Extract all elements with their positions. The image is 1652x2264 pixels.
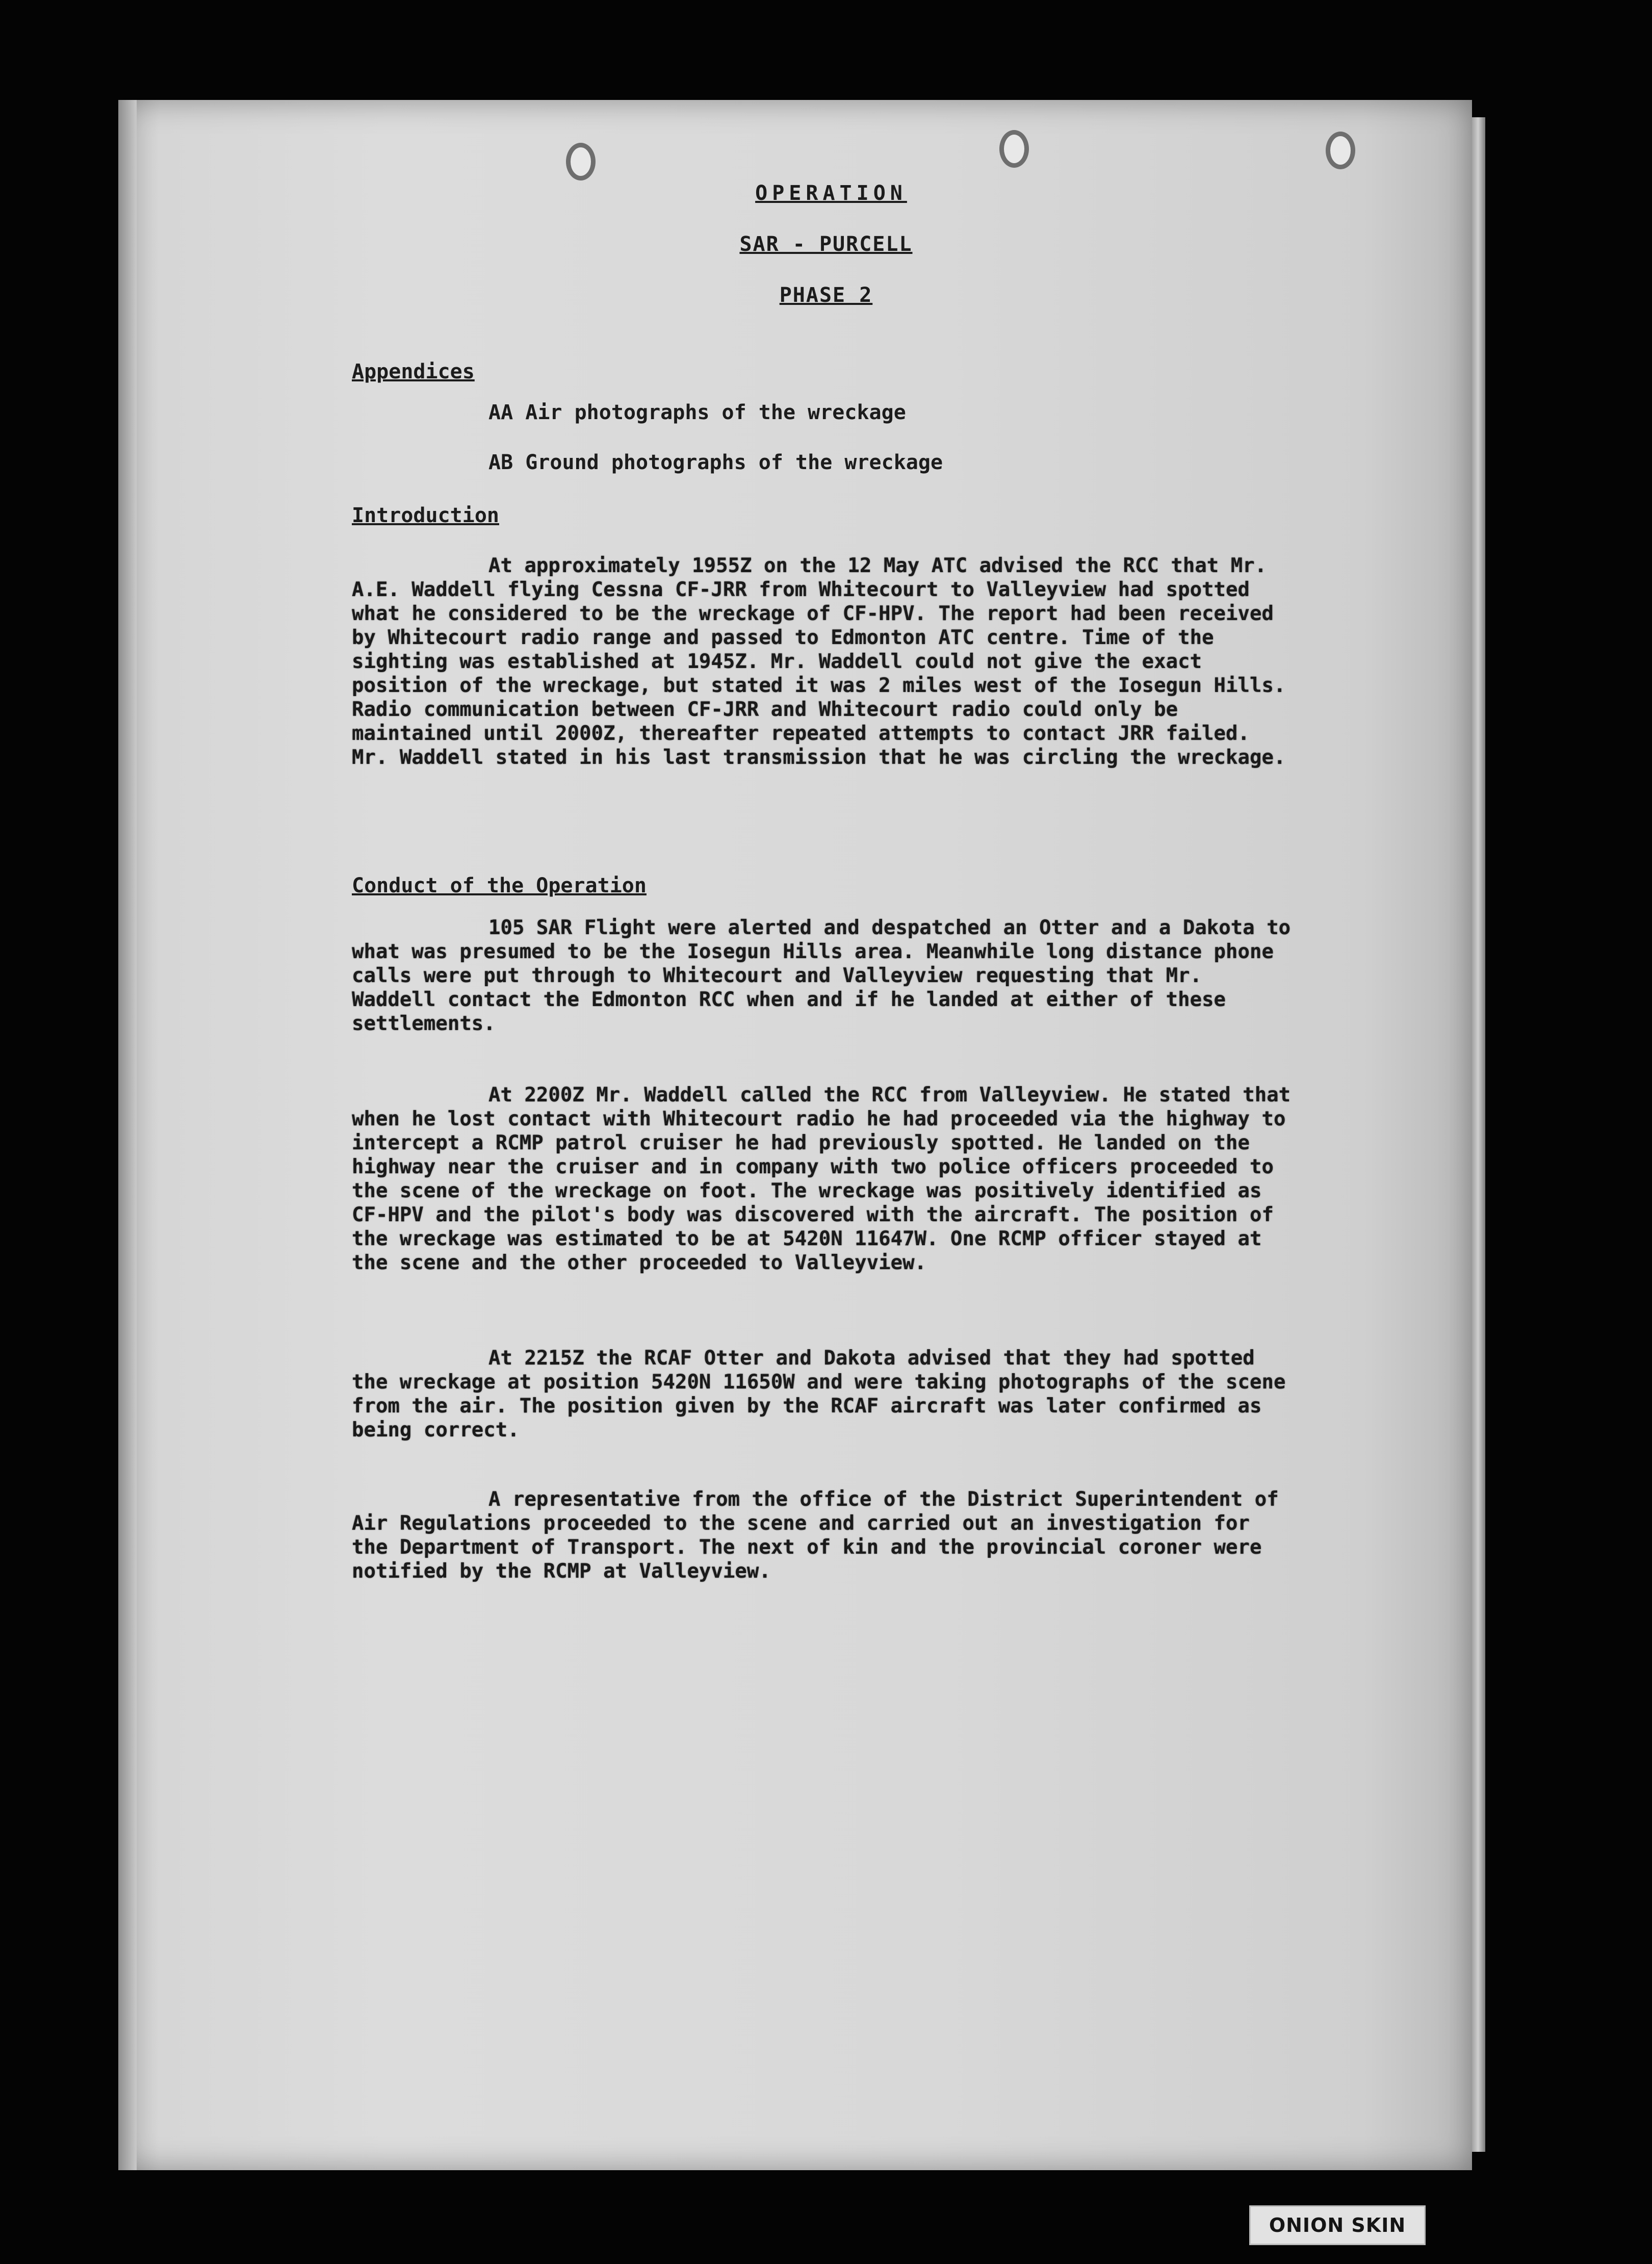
- appendix-item-aa: AA Air photographs of the wreckage: [488, 401, 906, 424]
- introduction-heading: Introduction: [352, 504, 499, 527]
- onion-skin-label: ONION SKIN: [1249, 2205, 1426, 2245]
- conduct-paragraph-1: 105 SAR Flight were alerted and despatched an Otter and a Dakota to what was presumed to be the Iosegun Hills area. Meanwhile long distance phone calls were put through to Whitecourt and Valleyview requesting that Mr. Waddell contact the Edmonton RCC when and if he landed at either of these settlements.: [352, 916, 1291, 1035]
- conduct-heading: Conduct of the Operation: [352, 874, 647, 897]
- conduct-paragraph-3: At 2215Z the RCAF Otter and Dakota advised that they had spotted the wreckage at position 5420N 11650W and were taking photographs of the scene from the air. The position given by the RCAF aircraft was later confirmed as being correct.: [352, 1347, 1286, 1442]
- appendix-item-ab: AB Ground photographs of the wreckage: [488, 451, 943, 474]
- document-title: OPERATION: [755, 182, 907, 205]
- introduction-paragraph: At approximately 1955Z on the 12 May ATC advised the RCC that Mr. A.E. Waddell flying Cessna CF-JRR from Whitecourt to Valleyview had spotted what he considered to be the wreckage of CF-HPV. The report had been received by Whitecourt radio range and passed to Edmonton ATC centre. Time of the sighting was established at 1945Z. Mr. Waddell could not give the exact position of the wreckage, but stated it was 2 miles west of the Iosegun Hills. Radio communication between CF-JRR and Whitecourt radio could only be maintained until 2000Z, thereafter repeated attempts to contact JRR failed. Mr. Waddell stated in his last transmission that he was circling the wreckage.: [352, 554, 1286, 769]
- conduct-paragraph-4: A representative from the office of the District Superintendent of Air Regulations proceeded to the scene and carried out an investigation for the Department of Transport. The next of kin and the provincial coroner were notified by the RCMP at Valleyview.: [352, 1488, 1279, 1583]
- punch-hole: [566, 143, 596, 181]
- punch-hole: [1326, 132, 1355, 169]
- page-left-edge: [118, 100, 137, 2170]
- document-subtitle: SAR - PURCELL: [739, 233, 913, 256]
- punch-hole: [999, 130, 1029, 168]
- document-phase: PHASE 2: [779, 284, 873, 307]
- appendices-heading: Appendices: [352, 360, 475, 383]
- conduct-paragraph-2: At 2200Z Mr. Waddell called the RCC from Valleyview. He stated that when he lost contact with Whitecourt radio he had proceeded via the highway to intercept a RCMP patrol cruiser he had previously spotted. He landed on the highway near the cruiser and in company with two police officers proceeded to the scene of the wreckage on foot. The wreckage was positively identified as CF-HPV and the pilot's body was discovered with the aircraft. The position of the wreckage was estimated to be at 5420N 11647W. One RCMP officer stayed at the scene and the other proceeded to Valleyview.: [352, 1084, 1291, 1274]
- underlying-sheet-edge: [1471, 117, 1485, 2152]
